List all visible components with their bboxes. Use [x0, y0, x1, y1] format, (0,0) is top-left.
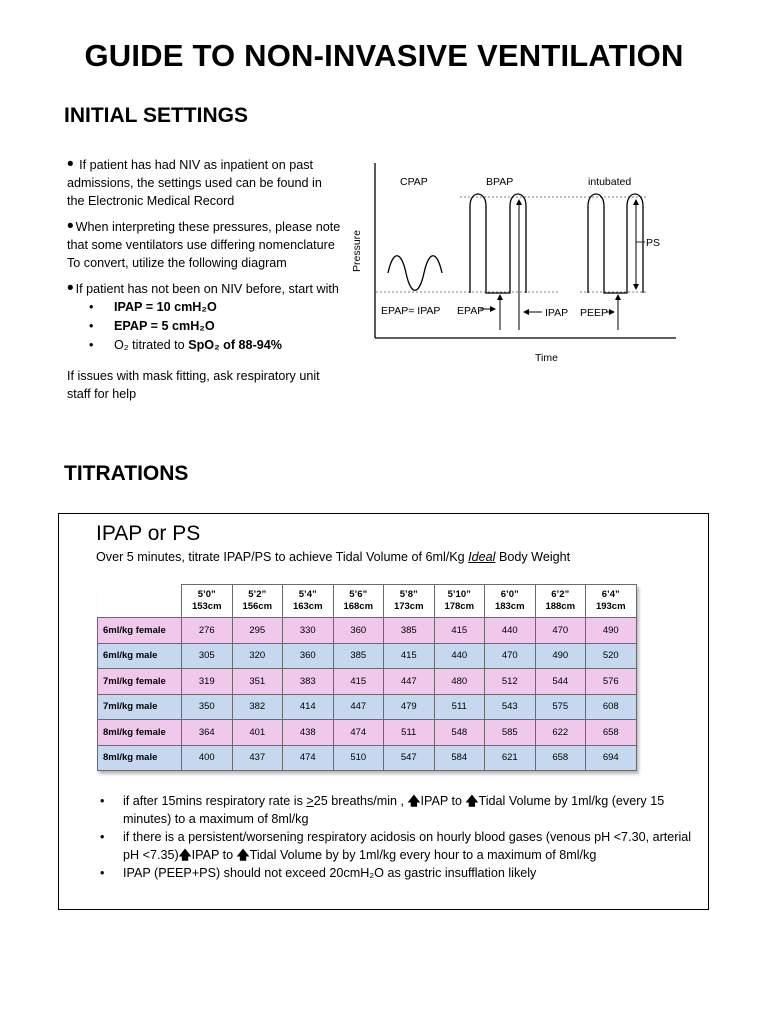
pressure-mode-diagram: [348, 158, 678, 370]
table-corner: [98, 585, 182, 618]
bullet-dot: •: [67, 278, 74, 299]
row-label: 6ml/kg male: [98, 643, 182, 669]
table-cell: 576: [586, 669, 637, 695]
row-label: 8ml/kg male: [98, 745, 182, 771]
up-arrow-icon: 🡅: [236, 848, 250, 862]
table-row: [98, 745, 637, 771]
initial-bullet-1-text: If patient has had NIV as inpatient on past admissions, the settings used can be found in the Electronic Medical Record: [67, 158, 322, 208]
subtitle-before: Over 5 minutes, titrate IPAP/PS to achieve Tidal Volume of 6ml/Kg: [96, 550, 469, 564]
table-cell: 658: [535, 745, 586, 771]
table-cell: 415: [384, 643, 435, 669]
table-cell: 364: [182, 720, 233, 746]
table-cell: 437: [232, 745, 283, 771]
page-title: GUIDE TO NON-INVASIVE VENTILATION: [84, 38, 684, 73]
table-cell: 330: [283, 618, 334, 644]
initial-bullet-1: [67, 156, 342, 210]
intubated-waveform: [588, 194, 643, 293]
table-cell: 575: [535, 694, 586, 720]
bullet-dot: •: [67, 216, 74, 237]
table-cell: 351: [232, 669, 283, 695]
table-header-height: [232, 585, 283, 618]
table-cell: 276: [182, 618, 233, 644]
note-respiratory-rate: [97, 792, 707, 828]
table-cell: 490: [586, 618, 637, 644]
table-cell: 295: [232, 618, 283, 644]
table-cell: 350: [182, 694, 233, 720]
initial-settings-text: [67, 156, 342, 411]
start-epap: • EPAP = 5 cmH₂O: [67, 317, 342, 336]
initial-bullet-2: [67, 218, 342, 272]
table-cell: 385: [384, 618, 435, 644]
height-imperial: 6’2”: [551, 589, 570, 600]
note2-text-a: if there is a persistent/worsening respiratory acidosis on hourly blood gases (venous pH <7.30, arterial pH <7.35): [123, 830, 692, 862]
bpap-waveform: [470, 194, 526, 293]
table-cell: 520: [586, 643, 637, 669]
height-imperial: 6’4”: [601, 589, 620, 600]
table-cell: 414: [283, 694, 334, 720]
table-header-height: [182, 585, 233, 618]
table-cell: 511: [384, 720, 435, 746]
note-ipap-limit: • IPAP (PEEP+PS) should not exceed 20cmH₂O as gastric insufflation likely: [97, 864, 707, 882]
table-cell: 319: [182, 669, 233, 695]
row-label: 7ml/kg male: [98, 694, 182, 720]
table-cell: 694: [586, 745, 637, 771]
table-cell: 447: [333, 694, 384, 720]
table-cell: 415: [333, 669, 384, 695]
table-cell: 608: [586, 694, 637, 720]
table-body: [98, 618, 637, 771]
table-cell: 547: [384, 745, 435, 771]
height-metric: 178cm: [444, 601, 475, 612]
mask-note: If issues with mask fitting, ask respiratory unit staff for help: [67, 369, 320, 401]
height-imperial: 5’2”: [248, 589, 267, 600]
titration-subtitle: [96, 550, 570, 564]
row-label: 8ml/kg female: [98, 720, 182, 746]
note1-text-c: IPAP to: [420, 794, 466, 808]
note-acidosis: [97, 828, 707, 864]
intubated-label: intubated: [588, 176, 632, 188]
table-row: [98, 694, 637, 720]
start-o2: [67, 336, 342, 355]
ipap-label: IPAP: [545, 307, 569, 319]
initial-settings-heading: INITIAL SETTINGS: [64, 104, 248, 127]
table-cell: 440: [485, 618, 536, 644]
time-axis-label: Time: [535, 352, 558, 364]
table-cell: 470: [485, 643, 536, 669]
table-cell: 400: [182, 745, 233, 771]
up-arrow-icon: 🡅: [407, 794, 421, 808]
subtitle-after: Body Weight: [495, 550, 571, 564]
table-cell: 584: [434, 745, 485, 771]
initial-bullet-2-text: When interpreting these pressures, please note that some ventilators use differing nomenclature To convert, utilize the following diagram: [67, 220, 341, 270]
start-settings-list: [67, 298, 342, 355]
height-metric: 168cm: [343, 601, 374, 612]
table-cell: 440: [434, 643, 485, 669]
table-cell: 360: [333, 618, 384, 644]
bullet-dot: •: [67, 154, 74, 175]
table-cell: 490: [535, 643, 586, 669]
table-header-height: [333, 585, 384, 618]
table-cell: 511: [434, 694, 485, 720]
table-cell: 512: [485, 669, 536, 695]
note1-ge-sign: >: [306, 794, 314, 808]
ps-label: PS: [646, 237, 661, 249]
table-cell: 658: [586, 720, 637, 746]
table-cell: 548: [434, 720, 485, 746]
tidal-volume-table: [97, 584, 637, 771]
table-cell: 360: [283, 643, 334, 669]
table-cell: 438: [283, 720, 334, 746]
row-label: 7ml/kg female: [98, 669, 182, 695]
height-imperial: 5’0”: [197, 589, 216, 600]
height-metric: 188cm: [545, 601, 576, 612]
table-cell: 474: [333, 720, 384, 746]
epap-label: EPAP: [457, 305, 485, 317]
cpap-waveform: [388, 256, 442, 291]
pressure-axis-label: Pressure: [351, 229, 363, 272]
table-cell: 320: [232, 643, 283, 669]
epap-ipap-label: EPAP= IPAP: [381, 305, 441, 317]
titration-notes: [97, 792, 707, 882]
note1-text-b: 25 breaths/min ,: [313, 794, 408, 808]
table-cell: 543: [485, 694, 536, 720]
table-cell: 474: [283, 745, 334, 771]
table-cell: 383: [283, 669, 334, 695]
table-row: [98, 643, 637, 669]
table-row: [98, 669, 637, 695]
start-ipap: • IPAP = 10 cmH₂O: [67, 298, 342, 317]
height-imperial: 5’10”: [447, 589, 471, 600]
note1-text-a: if after 15mins respiratory rate is: [123, 794, 307, 808]
height-metric: 193cm: [595, 601, 626, 612]
peep-label: PEEP: [580, 307, 609, 319]
note2-text-c: Tidal Volume by by 1ml/kg every hour to a maximum of 8ml/kg: [249, 848, 597, 862]
height-metric: 183cm: [494, 601, 525, 612]
height-imperial: 6’0”: [500, 589, 519, 600]
table-cell: 305: [182, 643, 233, 669]
height-metric: 163cm: [292, 601, 323, 612]
height-metric: 156cm: [242, 601, 273, 612]
height-imperial: 5’8”: [399, 589, 418, 600]
height-metric: 173cm: [393, 601, 424, 612]
table-cell: 510: [333, 745, 384, 771]
table-cell: 585: [485, 720, 536, 746]
table-header-height: [283, 585, 334, 618]
titration-box: [58, 513, 709, 910]
table-cell: 385: [333, 643, 384, 669]
height-metric: 153cm: [191, 601, 222, 612]
titrations-heading: TITRATIONS: [64, 462, 189, 485]
bpap-label: BPAP: [486, 176, 514, 188]
table-cell: 479: [384, 694, 435, 720]
table-header-height: [485, 585, 536, 618]
subtitle-ideal: Ideal: [468, 550, 496, 564]
table-cell: 622: [535, 720, 586, 746]
table-row: [98, 720, 637, 746]
table-cell: 447: [384, 669, 435, 695]
up-arrow-icon: 🡅: [178, 848, 192, 862]
table-header-height: [434, 585, 485, 618]
table-header-height: [384, 585, 435, 618]
note2-text-b: IPAP to: [191, 848, 237, 862]
height-imperial: 5’4”: [298, 589, 317, 600]
start-o2-prefix: O₂ titrated to: [114, 338, 189, 352]
row-label: 6ml/kg female: [98, 618, 182, 644]
ipap-ps-title: IPAP or PS: [96, 522, 201, 545]
table-cell: 382: [232, 694, 283, 720]
table-cell: 401: [232, 720, 283, 746]
table-cell: 415: [434, 618, 485, 644]
initial-bullet-3: [67, 280, 342, 298]
table-row: [98, 618, 637, 644]
start-o2-target: SpO₂ of 88-94%: [188, 338, 282, 352]
up-arrow-icon: 🡅: [465, 794, 479, 808]
table-header-height: [586, 585, 637, 618]
table-cell: 480: [434, 669, 485, 695]
table-cell: 621: [485, 745, 536, 771]
table-cell: 470: [535, 618, 586, 644]
height-imperial: 5’6”: [349, 589, 368, 600]
initial-bullet-3-text: If patient has not been on NIV before, start with: [75, 282, 339, 296]
cpap-label: CPAP: [400, 176, 428, 188]
table-cell: 544: [535, 669, 586, 695]
table-header-height: [535, 585, 586, 618]
table-header-row: [98, 585, 637, 618]
note1-text-d: Tidal Volume by 1ml/kg (every 15 minutes) to a maximum of 8ml/kg: [123, 794, 665, 826]
